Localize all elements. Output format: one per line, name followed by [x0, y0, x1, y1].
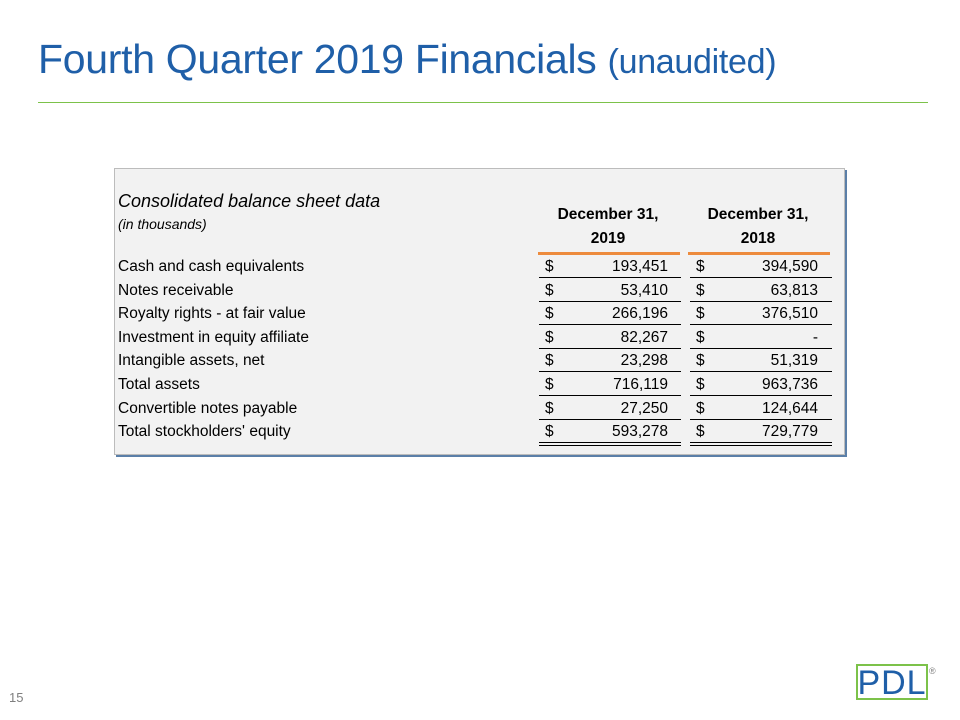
dollar-sign-2019: $	[545, 328, 554, 346]
row-label: Investment in equity affiliate	[118, 328, 309, 346]
dollar-sign-2019: $	[545, 376, 554, 393]
amount-2018: 963,736	[761, 376, 818, 393]
dollar-sign-2019: $	[545, 352, 554, 370]
cell-underline-2019	[539, 277, 681, 278]
row-label: Total assets	[118, 376, 200, 393]
amount-2018: 51,319	[770, 352, 818, 370]
double-underline-2019	[539, 442, 681, 446]
slide-title	[38, 36, 776, 83]
cell-underline-2018	[690, 277, 832, 278]
amount-2019: 27,250	[620, 399, 668, 417]
pdl-logo	[856, 664, 928, 700]
cell-underline-2018	[690, 395, 832, 396]
cell-underline-2019	[539, 324, 681, 325]
registered-mark: ®	[929, 666, 936, 676]
table-caption-sub: (in thousands)	[118, 216, 207, 232]
amount-2019: 193,451	[611, 258, 668, 275]
dollar-sign-2018: $	[696, 399, 705, 417]
amount-2018: 729,779	[761, 423, 818, 441]
dollar-sign-2019: $	[545, 281, 554, 299]
row-label: Intangible assets, net	[118, 352, 265, 370]
cell-underline-2018	[690, 324, 832, 325]
dollar-sign-2018: $	[696, 281, 705, 299]
dollar-sign-2018: $	[696, 328, 705, 346]
amount-2019: 593,278	[611, 423, 668, 441]
row-label: Royalty rights - at fair value	[118, 305, 306, 323]
amount-2018: -	[812, 328, 818, 346]
column-header-2018-line1: December 31,	[707, 206, 809, 223]
dollar-sign-2019: $	[545, 258, 554, 275]
amount-2019: 266,196	[611, 305, 668, 323]
row-label: Cash and cash equivalents	[118, 258, 305, 275]
title-divider	[38, 102, 928, 103]
cell-underline-2019	[539, 419, 681, 420]
slide-title-suffix: (unaudited)	[607, 43, 777, 81]
amount-2018: 376,510	[761, 305, 818, 323]
dollar-sign-2018: $	[696, 352, 705, 370]
amount-2019: 23,298	[620, 352, 668, 370]
dollar-sign-2018: $	[696, 423, 705, 441]
column-header-2019-underline	[538, 252, 680, 255]
column-header-2018-underline	[688, 252, 830, 255]
dollar-sign-2019: $	[545, 399, 554, 417]
cell-underline-2019	[539, 395, 681, 396]
amount-2018: 124,644	[761, 399, 818, 417]
dollar-sign-2019: $	[545, 305, 554, 323]
double-underline-2018	[690, 442, 832, 446]
dollar-sign-2018: $	[696, 258, 705, 275]
cell-underline-2018	[690, 419, 832, 420]
cell-underline-2018	[690, 301, 832, 302]
column-header-2019-line2: 2019	[590, 230, 626, 247]
row-label: Total stockholders' equity	[118, 423, 291, 441]
pdl-logo-text: PDL	[857, 663, 927, 702]
page-number: 15	[9, 690, 24, 705]
amount-2018: 63,813	[770, 281, 818, 299]
cell-underline-2019	[539, 301, 681, 302]
amount-2019: 82,267	[620, 328, 668, 346]
amount-2019: 53,410	[620, 281, 668, 299]
row-label: Convertible notes payable	[118, 399, 298, 417]
column-header-2019-line1: December 31,	[557, 206, 659, 223]
column-header-2018	[688, 203, 828, 251]
dollar-sign-2018: $	[696, 376, 705, 393]
cell-underline-2019	[539, 348, 681, 349]
column-header-2018-line2: 2018	[740, 230, 776, 247]
cell-underline-2018	[690, 348, 832, 349]
amount-2018: 394,590	[761, 258, 818, 275]
cell-underline-2019	[539, 371, 681, 372]
column-header-2019	[538, 203, 678, 251]
dollar-sign-2019: $	[545, 423, 554, 441]
slide-title-main: Fourth Quarter 2019 Financials	[38, 36, 597, 82]
table-caption: Consolidated balance sheet data	[118, 191, 381, 211]
row-label: Notes receivable	[118, 281, 234, 299]
cell-underline-2018	[690, 371, 832, 372]
dollar-sign-2018: $	[696, 305, 705, 323]
amount-2019: 716,119	[613, 376, 668, 393]
